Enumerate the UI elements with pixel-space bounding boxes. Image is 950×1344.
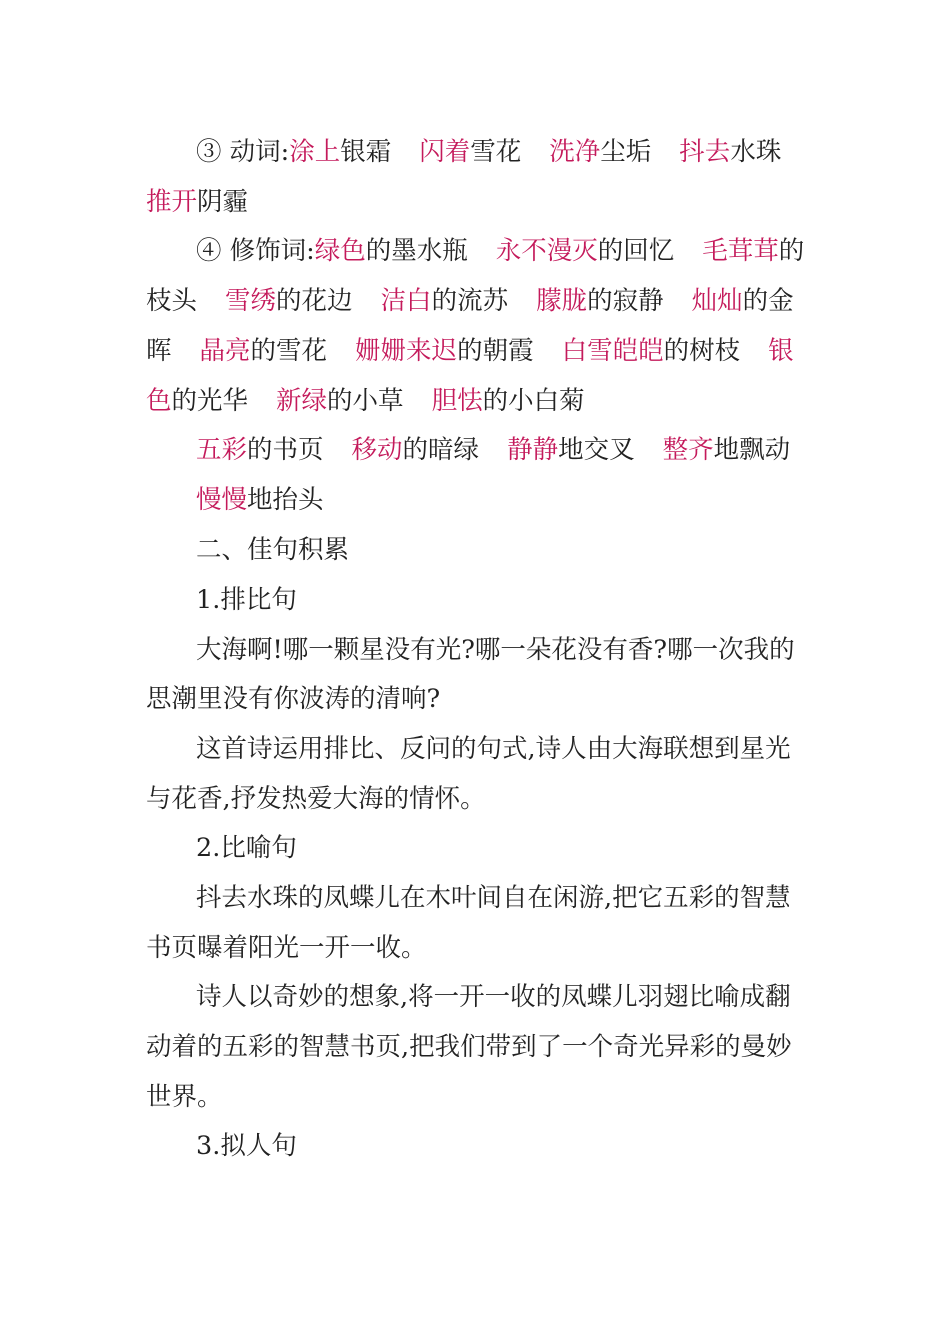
word-suffix: 的回忆 [597, 236, 675, 266]
word-suffix: 晖 [146, 336, 172, 366]
highlight-word: 白雪皑皑 [561, 336, 664, 366]
subsection-title-metaphor: 2.比喻句 [196, 833, 297, 863]
highlight-word: 静静 [507, 435, 559, 465]
word-suffix: 的光华 [171, 386, 249, 416]
modifiers-line-6 [0, 475, 950, 525]
highlight-word: 新绿 [276, 386, 328, 416]
word-suffix: 枝头 [146, 286, 198, 316]
highlight-word: 姗姗来迟 [355, 336, 458, 366]
quote-line: 书页曝着阳光一开一收。 [146, 933, 427, 963]
word-suffix: 的金 [742, 286, 794, 316]
analysis-line: 与花香,抒发热爱大海的情怀。 [146, 784, 486, 814]
word-suffix: 的雪花 [250, 336, 328, 366]
word-suffix: 的暗绿 [402, 435, 480, 465]
highlight-word: 洁白 [380, 286, 432, 316]
word-suffix: 的寂静 [587, 286, 664, 316]
word-suffix: 阴霾 [197, 187, 249, 217]
word-suffix: 的书页 [247, 435, 324, 465]
word-suffix: 地抬头 [247, 485, 324, 515]
analysis-line: 动着的五彩的智慧书页,把我们带到了一个奇光异彩的曼妙 [146, 1032, 792, 1062]
highlight-word: 晶亮 [199, 336, 251, 366]
word-suffix: 的 [778, 236, 805, 266]
highlight-word: 涂上 [289, 137, 341, 167]
word-suffix: 雪花 [470, 137, 522, 167]
analysis-line: 诗人以奇妙的想象,将一开一收的凤蝶儿羽翅比喻成翻 [196, 982, 791, 1012]
analysis-line: 世界。 [146, 1082, 223, 1112]
highlight-word: 银 [768, 336, 794, 366]
word-suffix: 水珠 [730, 137, 782, 167]
highlight-word: 推开 [146, 187, 198, 217]
word-suffix: 的朝霞 [457, 336, 534, 366]
section-heading: 二、佳句积累 [196, 535, 350, 565]
highlight-word: 灿灿 [691, 286, 743, 316]
highlight-word: 慢慢 [196, 485, 248, 515]
subsection-title-personification: 3.拟人句 [196, 1131, 297, 1161]
highlight-word: 移动 [351, 435, 403, 465]
word-suffix: 的流苏 [431, 286, 509, 316]
analysis-line: 这首诗运用排比、反问的句式,诗人由大海联想到星光 [196, 734, 791, 764]
quote-line: 抖去水珠的凤蝶儿在木叶间自在闲游,把它五彩的智慧 [196, 883, 791, 913]
highlight-word: 闪着 [419, 137, 471, 167]
subsection-title-parallelism: 1.排比句 [196, 585, 297, 615]
highlight-word: 永不漫灭 [495, 236, 598, 266]
word-suffix: 尘垢 [600, 137, 652, 167]
word-suffix: 银霜 [340, 137, 392, 167]
verbs-label: ③ 动词: [196, 137, 290, 167]
highlight-word: 洗净 [549, 137, 601, 167]
highlight-word: 绿色 [314, 236, 366, 266]
word-suffix: 地飘动 [713, 435, 791, 465]
verbs-line-2 [0, 177, 950, 227]
quote-line: 大海啊!哪一颗星没有光?哪一朵花没有香?哪一次我的 [196, 635, 795, 665]
word-suffix: 的墨水瓶 [365, 236, 468, 266]
quote-line: 思潮里没有你波涛的清响? [146, 684, 441, 714]
modifiers-line-5 [0, 425, 950, 475]
highlight-word: 朦胧 [536, 286, 588, 316]
word-suffix: 的小白菊 [482, 386, 585, 416]
modifiers-line-4 [0, 376, 950, 426]
highlight-word: 毛茸茸 [702, 236, 779, 266]
verbs-line-1 [0, 127, 950, 177]
highlight-word: 整齐 [662, 435, 714, 465]
highlight-word: 抖去 [679, 137, 731, 167]
modifiers-line-1 [0, 226, 950, 276]
highlight-word: 雪绣 [225, 286, 277, 316]
highlight-word: 色 [146, 386, 172, 416]
modifiers-label: ④ 修饰词: [196, 236, 315, 266]
modifiers-line-3 [0, 326, 950, 376]
word-suffix: 的树枝 [663, 336, 741, 366]
word-suffix: 的花边 [276, 286, 353, 316]
highlight-word: 胆怯 [431, 386, 483, 416]
modifiers-line-2 [0, 276, 950, 326]
word-suffix: 地交叉 [558, 435, 635, 465]
word-suffix: 的小草 [327, 386, 404, 416]
highlight-word: 五彩 [196, 435, 248, 465]
